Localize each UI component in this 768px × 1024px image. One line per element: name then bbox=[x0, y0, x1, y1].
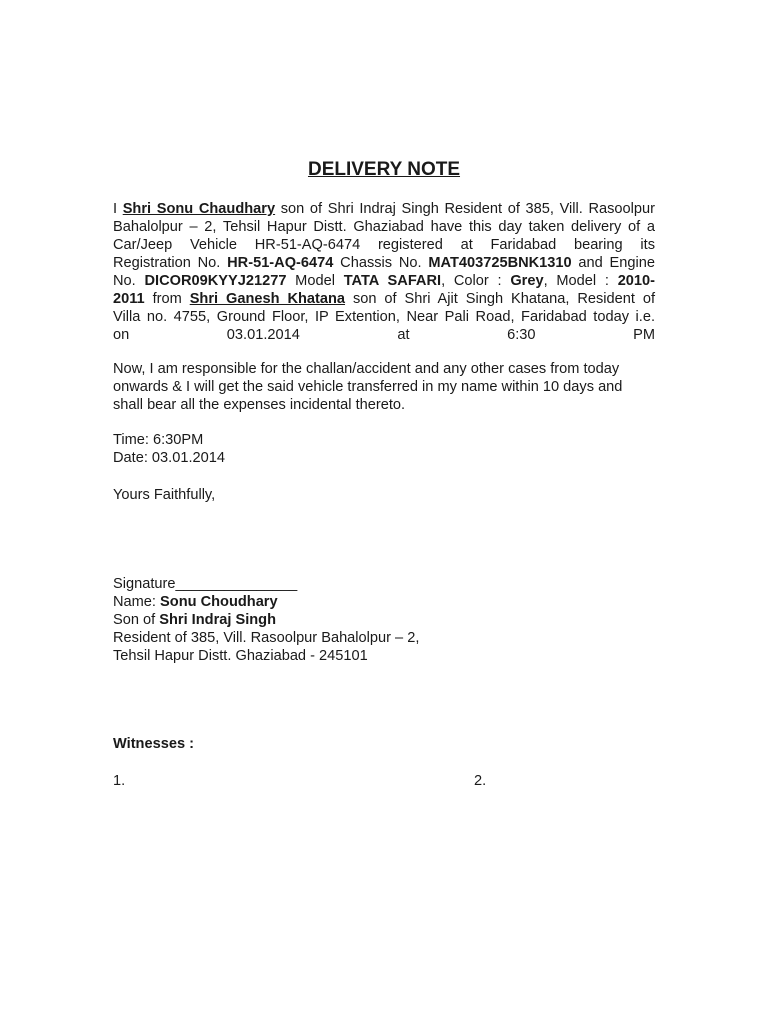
buyer-name: Shri Sonu Chaudhary bbox=[122, 201, 276, 217]
para1-line-3: Car/Jeep Vehicle HR-51-AQ-6474 registered at Faridabad bearing its bbox=[113, 237, 655, 253]
time-line: Time: 6:30PM bbox=[113, 432, 204, 448]
responsibility-paragraph: Now, I am responsible for the challan/accident and any other cases from today onwards & I will get the said vehicle transferred in my name within 10 days and shall bear all the expenses incidental thereto. bbox=[113, 361, 623, 413]
witnesses-heading: Witnesses : bbox=[113, 736, 194, 752]
registration-number: HR-51-AQ-6474 bbox=[227, 255, 334, 271]
address-line-1: Resident of 385, Vill. Rasoolpur Bahalolpur – 2, bbox=[113, 630, 420, 646]
witness-1: 1. bbox=[113, 773, 126, 789]
signer-father-line: Son of Shri Indraj Singh bbox=[113, 612, 277, 628]
address-line-2: Tehsil Hapur Distt. Ghaziabad - 245101 bbox=[113, 648, 368, 664]
engine-number: DICOR09KYYJ21277 bbox=[144, 273, 287, 289]
model-year-end: 2011 bbox=[113, 291, 145, 307]
witness-2: 2. bbox=[474, 773, 487, 789]
vehicle-color: Grey bbox=[510, 273, 544, 289]
signature-line: Signature_______________ bbox=[113, 576, 298, 592]
para1-line-2: Bahalolpur – 2, Tehsil Hapur Distt. Ghaziabad have this day taken delivery of a bbox=[113, 219, 655, 235]
delivery-date: 03.01.2014 bbox=[226, 327, 300, 343]
signature-block bbox=[113, 575, 419, 665]
closing-salutation: Yours Faithfully, bbox=[113, 487, 216, 503]
delivery-time: 6:30 bbox=[507, 327, 536, 343]
model-year-start: 2010- bbox=[617, 273, 656, 289]
time-date-block bbox=[113, 431, 225, 467]
delivery-paragraph bbox=[113, 200, 655, 344]
para1-line-4: Registration No. HR-51-AQ-6474 Chassis No. MAT403725BNK1310 and Engine bbox=[113, 255, 655, 271]
para1-line-7: Villa no. 4755, Ground Floor, IP Extention, Near Pali Road, Faridabad today i.e. bbox=[113, 309, 655, 325]
para1-line-5: No. DICOR09KYYJ21277 Model TATA SAFARI, Color : Grey, Model : 2010- bbox=[113, 273, 656, 289]
document-title: DELIVERY NOTE bbox=[307, 159, 461, 180]
para1-line-8: on 03.01.2014 at 6:30 PM bbox=[113, 327, 655, 343]
chassis-number: MAT403725BNK1310 bbox=[428, 255, 572, 271]
para1-line-6: 2011 from Shri Ganesh Khatana son of Shri Ajit Singh Khatana, Resident of bbox=[113, 291, 656, 307]
para1-line-1: I Shri Sonu Chaudhary son of Shri Indraj Singh Resident of 385, Vill. Rasoolpur bbox=[113, 201, 655, 217]
seller-name: Shri Ganesh Khatana bbox=[189, 291, 346, 307]
date-line: Date: 03.01.2014 bbox=[113, 450, 225, 466]
vehicle-model: TATA SAFARI bbox=[343, 273, 442, 289]
signer-name-line: Name: Sonu Choudhary bbox=[113, 594, 278, 610]
